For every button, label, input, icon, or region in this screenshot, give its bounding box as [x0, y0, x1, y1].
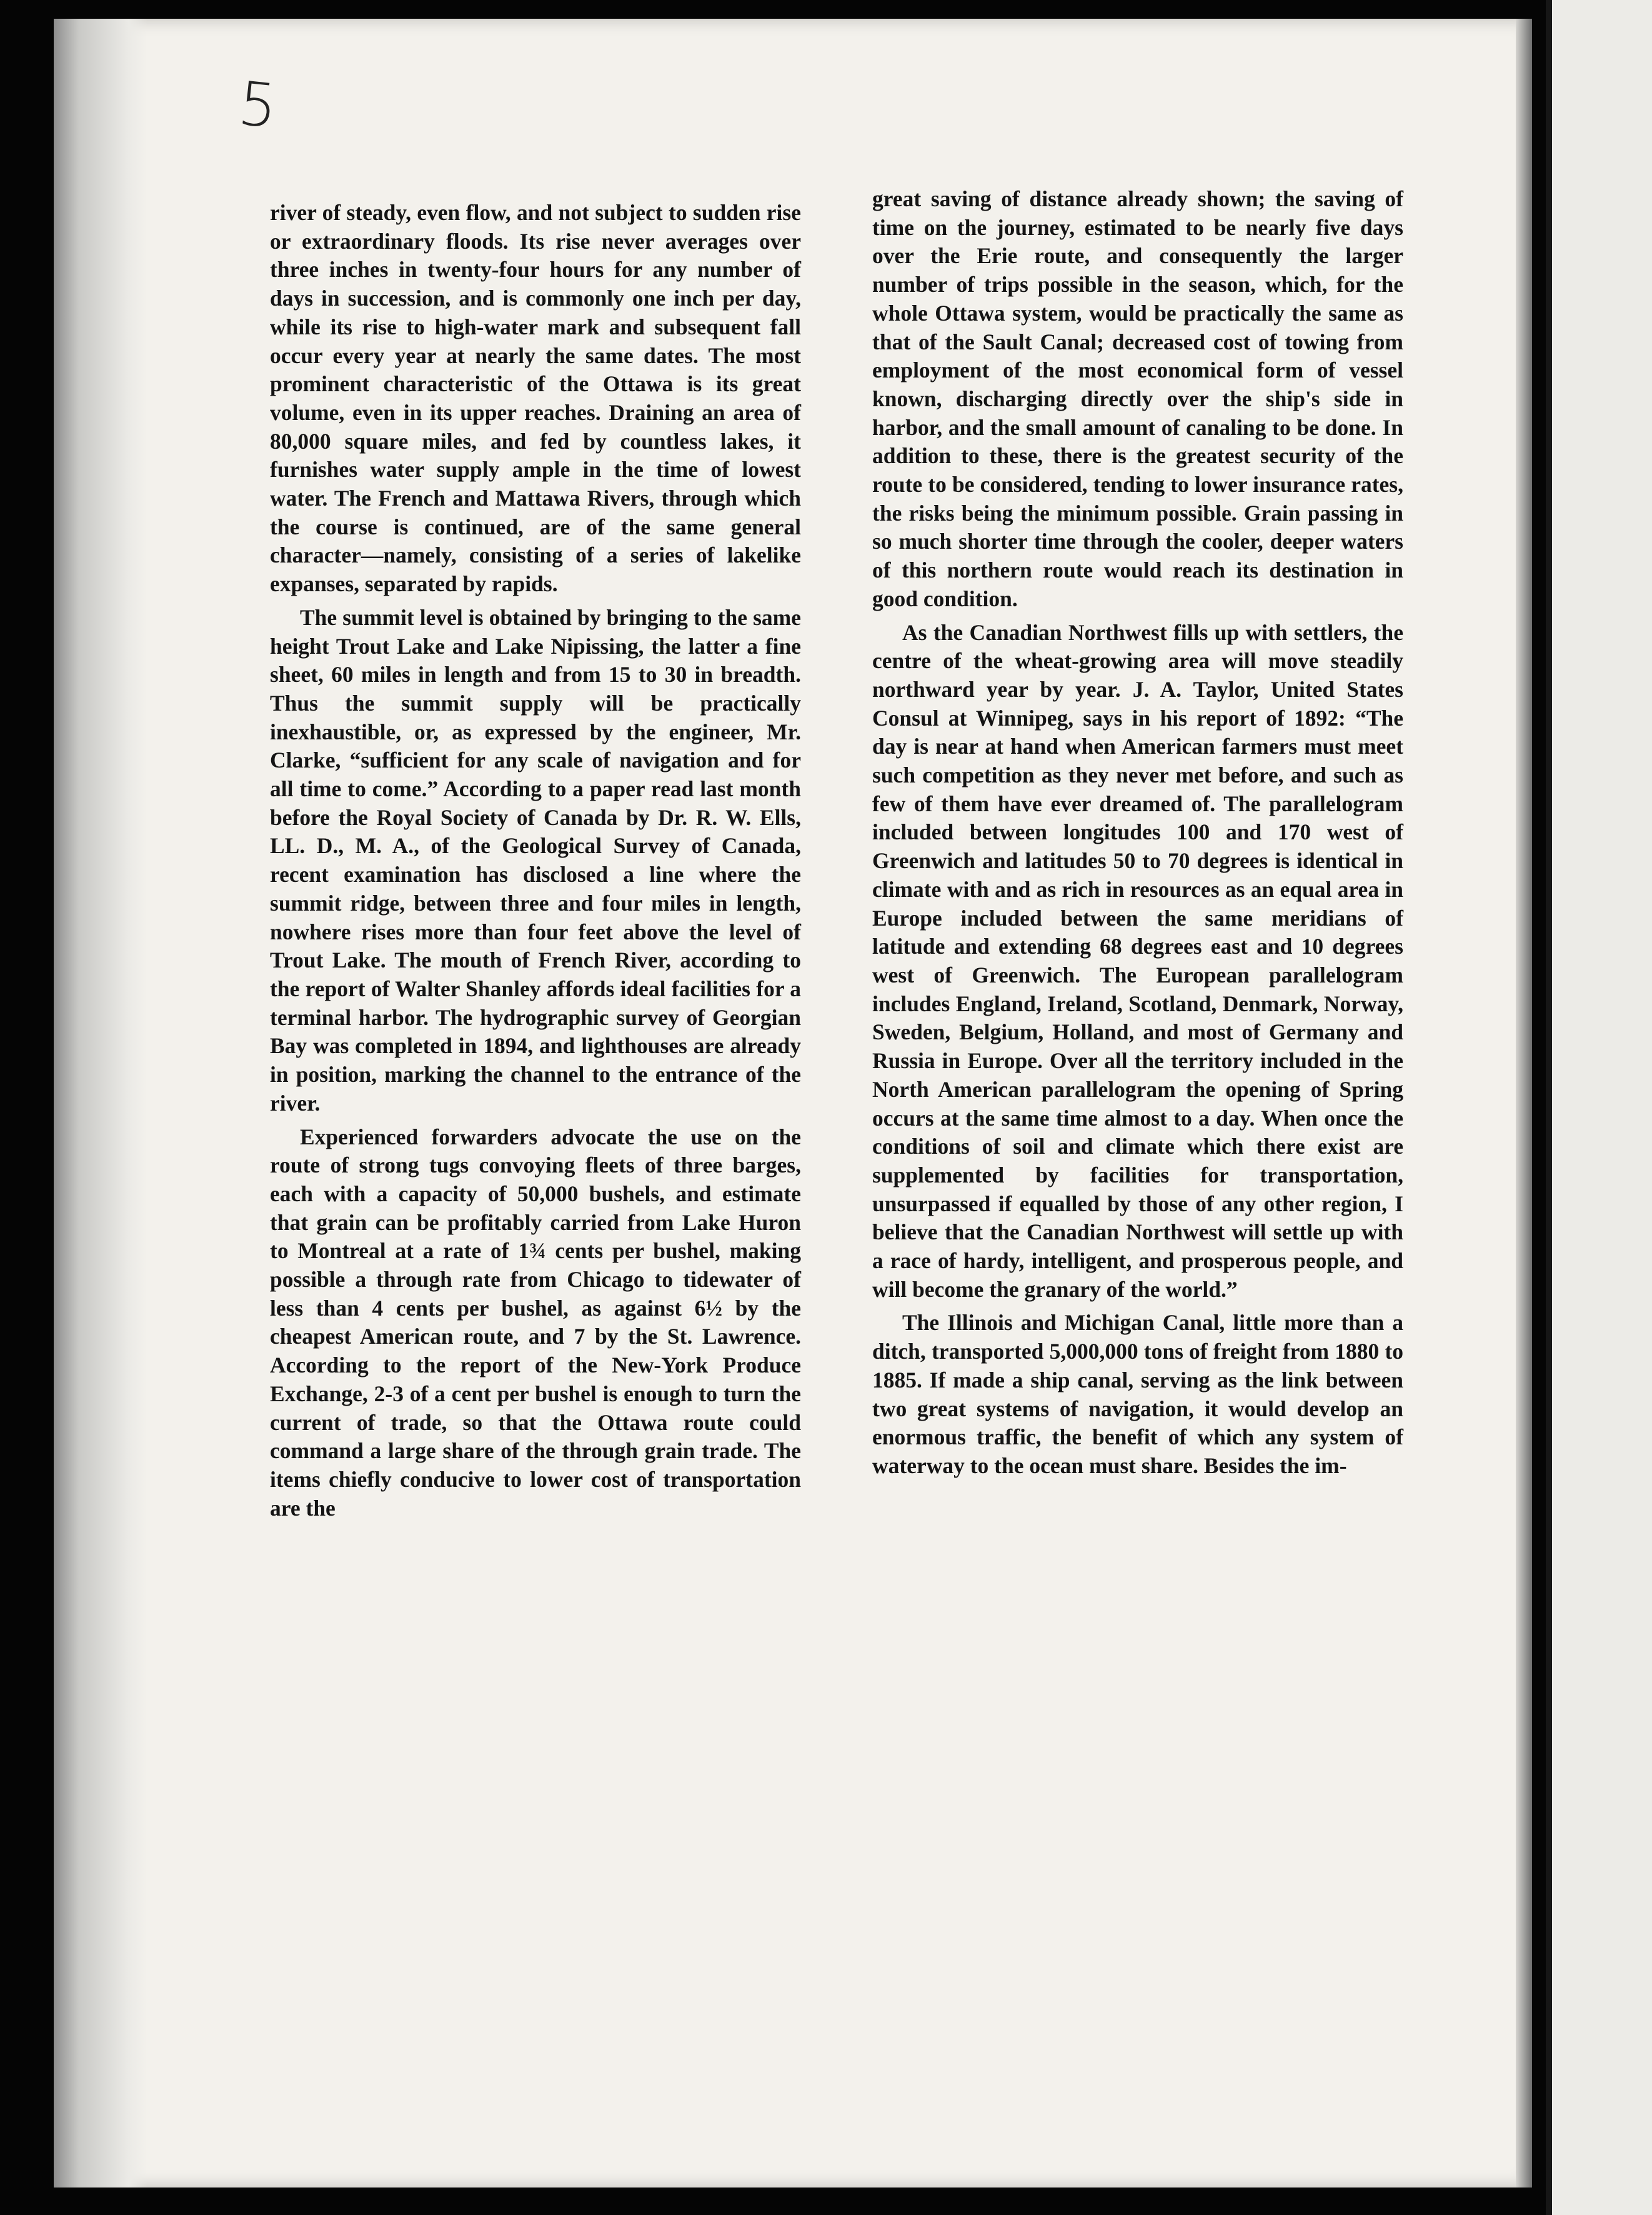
page-number-mark: 5 — [235, 68, 281, 142]
paragraph: As the Canadian Northwest fills up with settlers, the centre of the wheat-growing area will move steadily northward year by year. J. A. Taylor, United States Consul at Winnipeg, says in his report of 1892: “The day is near at hand when American farmers must meet such competition as they never met before, and such as few of them have ever dreamed of. The parallelogram included between longitudes 100 and 170 west of Greenwich and latitudes 50 to 70 degrees is identical in climate with and as rich in resources as an equal area in Europe included between the same meridians of latitude and extending 68 degrees east and 10 degrees west of Greenwich. The European parallelogram includes England, Ireland, Scotland, Denmark, Norway, Sweden, Belgium, Holland, and most of Germany and Russia in Europe. Over all the territory included in the North American parallelogram the opening of Spring occurs at the same time almost to a day. When once the conditions of soil and climate which there exist are supplemented by facilities for transportation, unsurpassed if equalled by those of any other region, I believe that the Canadian Northwest will settle up with a race of hardy, intelligent, and prosperous people, and will become the granary of the world.” — [872, 619, 1403, 1302]
paragraph: Experienced forwarders advocate the use on the route of strong tugs convoying fleets of three barges, each with a capacity of 50,000 bushels, and estimate that grain can be profitably carried from Lake Huron to Montreal at a rate of 1¾ cents per bushel, making possible a through rate from Chicago to tidewater of less than 4 cents per bushel, as against 6½ by the cheapest American route, and 7 by the St. Lawrence. According to the report of the New-York Produce Exchange, 2-3 of a cent per bushel is enough to turn the current of trade, so that the Ottawa route could command a large share of the through grain trade. The items chiefly conducive to lower cost of transportation are the — [270, 1124, 801, 1521]
right-text-column — [872, 185, 1403, 1486]
paragraph: great saving of distance already shown; the saving of time on the journey, estimated to be nearly five days over the Erie route, and consequently the larger number of trips possible in the season, which, for the whole Ottawa system, would be practically the same as that of the Sault Canal; decreased cost of towing from employment of the most economical form of vessel known, discharging directly over the ship's side in harbor, and the small amount of canaling to be done. In addition to these, there is the greatest security of the route to be considered, tending to lower insurance rates, the risks being the minimum possible. Grain passing in so much shorter time through the cooler, deeper waters of this northern route would reach its destination in good condition. — [872, 186, 1403, 611]
adjacent-page-edge — [1546, 0, 1652, 2215]
binding-shadow — [54, 19, 147, 2188]
left-text-column — [270, 199, 801, 1528]
page-gutter — [1516, 19, 1532, 2188]
paragraph: river of steady, even flow, and not subject to sudden rise or extraordinary floods. Its rise never averages over three inches in twenty-four hours for any number of days in succession, and is commonly one inch per day, while its rise to high-water mark and subsequent fall occur every year at nearly the same dates. The most prominent characteristic of the Ottawa is its great volume, even in its upper reaches. Draining an area of 80,000 square miles, and fed by countless lakes, it furnishes water supply ample in the time of lowest water. The French and Mattawa Rivers, through which the course is continued, are of the same general character—namely, consisting of a series of lakelike expanses, separated by rapids. — [270, 200, 801, 597]
paragraph: The summit level is obtained by bringing to the same height Trout Lake and Lake Nipissing, the latter a fine sheet, 60 miles in length and from 15 to 30 in breadth. Thus the summit supply will be practically inexhaustible, or, as expressed by the engineer, Mr. Clarke, “sufficient for any scale of navigation and for all time to come.” According to a paper read last month before the Royal Society of Canada by Dr. R. W. Ells, LL. D., M. A., of the Geological Survey of Canada, recent examination has disclosed a line where the summit ridge, between three and four miles in length, nowhere rises more than four feet above the level of Trout Lake. The mouth of French River, according to the report of Walter Shanley affords ideal facilities for a terminal harbor. The hydrographic survey of Georgian Bay was completed in 1894, and lighthouses are already in position, marking the channel to the entrance of the river. — [270, 604, 801, 1116]
page-edge-line — [1546, 0, 1552, 2215]
paragraph: The Illinois and Michigan Canal, little more than a ditch, transported 5,000,000 tons of freight from 1880 to 1885. If made a ship canal, serving as the link between two great systems of navigation, it would develop an enormous traffic, the benefit of which any system of waterway to the ocean must share. Besides the im- — [872, 1310, 1403, 1478]
